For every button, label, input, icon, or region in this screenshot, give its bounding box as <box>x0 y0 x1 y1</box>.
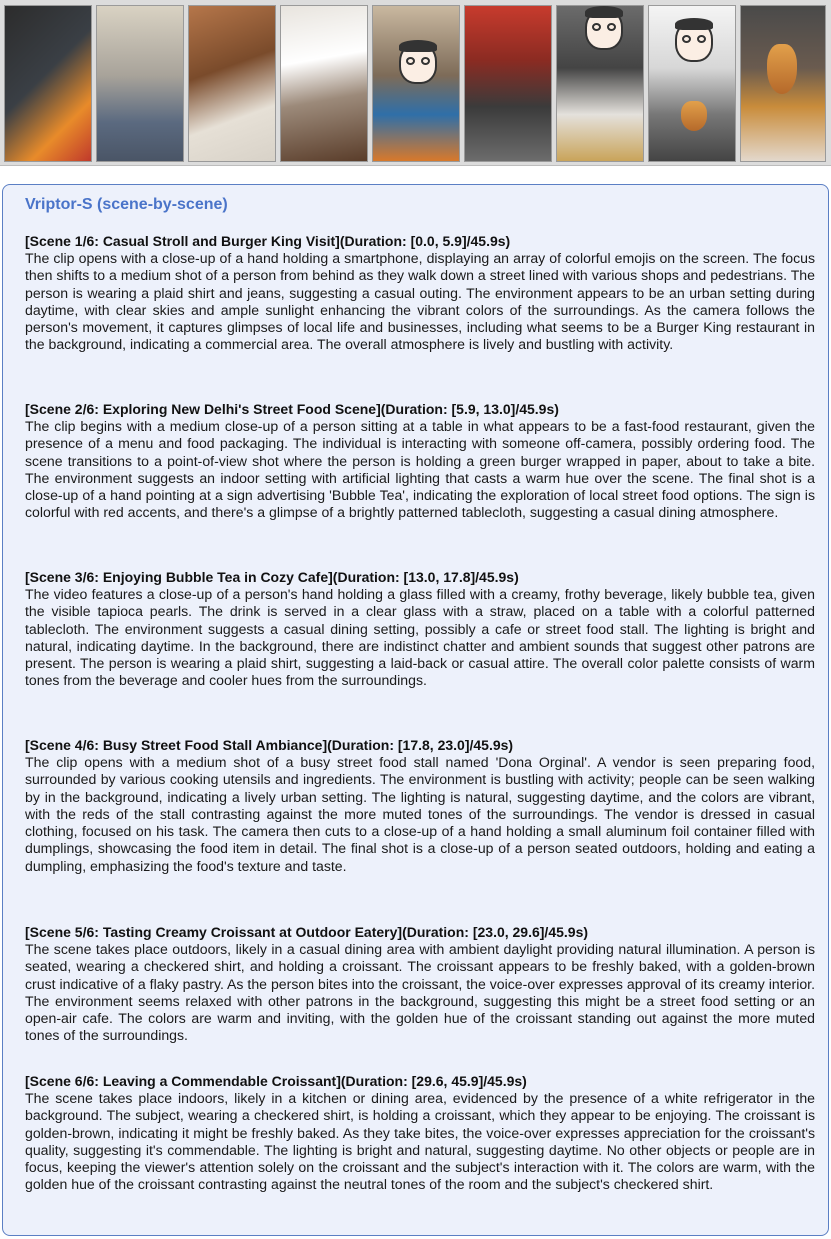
video-frame-3 <box>188 5 276 162</box>
video-frame-4 <box>280 5 368 162</box>
video-frame-5 <box>372 5 460 162</box>
scene-block-2 <box>25 401 815 522</box>
scene-block-3 <box>25 569 815 690</box>
scene-heading: [Scene 6/6: Leaving a Commendable Croissant](Duration: [29.6, 45.9]/45.9s) <box>25 1073 527 1089</box>
scene-description: The video features a close-up of a person's hand holding a glass filled with a creamy, frothy beverage, likely bubble tea, given the visible tapioca pearls. The drink is served in a clear glass with a straw, placed on a table with a colorful patterned tablecloth. The environment suggests a casual dining setting, possibly a cafe or street food stall. The lighting is bright and natural, indicating daytime. In the background, there are indistinct chatter and ambient sounds that suggest other patrons are present. The person is wearing a plaid shirt, suggesting a laid-back or casual attire. The overall color palette consists of warm tones from the beverage and cooler hues from the surroundings. <box>25 586 815 689</box>
scene-heading: [Scene 5/6: Tasting Creamy Croissant at Outdoor Eatery](Duration: [23.0, 29.6]/45.9s) <box>25 924 589 940</box>
video-frame-8 <box>648 5 736 162</box>
scene-heading: [Scene 1/6: Casual Stroll and Burger King Visit](Duration: [0.0, 5.9]/45.9s) <box>25 233 511 249</box>
cartoon-face-icon <box>585 8 623 50</box>
scene-description: The clip begins with a medium close-up of a person sitting at a table in what appears to be a fast-food restaurant, given the presence of a menu and food packaging. The individual is interacting with someone off-camera, possibly ordering food. The scene transitions to a point-of-view shot where the person is holding a green burger wrapped in paper, about to take a bite. The environment suggests an indoor setting with artificial lighting that casts a warm hue over the scene. The final shot is a close-up of a hand pointing at a sign advertising 'Bubble Tea', indicating the exploration of local street food options. The sign is colorful with red accents, and there's a glimpse of a brightly patterned tablecloth, suggesting a casual dining atmosphere. <box>25 418 815 521</box>
video-frame-6 <box>464 5 552 162</box>
scene-block-1 <box>25 233 815 354</box>
croissant-icon <box>681 101 707 131</box>
panel-title: Vriptor-S (scene-by-scene) <box>25 196 228 213</box>
video-frame-7 <box>556 5 644 162</box>
scene-heading: [Scene 2/6: Exploring New Delhi's Street Food Scene](Duration: [5.9, 13.0]/45.9s) <box>25 401 559 417</box>
video-frame-strip <box>0 0 831 166</box>
croissant-icon <box>767 44 797 94</box>
scene-description: The scene takes place outdoors, likely in a casual dining area with ambient daylight providing natural illumination. A person is seated, wearing a checkered shirt, and holding a croissant. The croissant appears to be freshly baked, with a golden-brown crust indicative of a flaky pastry. As the person bites into the croissant, the voice-over expresses approval of its creamy interior. The environment seems relaxed with other patrons in the background, suggesting this might be a street food setting or an open-air cafe. The colors are warm and inviting, with the golden hue of the croissant standing out against the more muted tones of the surroundings. <box>25 941 815 1044</box>
cartoon-face-icon <box>675 20 713 62</box>
scene-heading: [Scene 4/6: Busy Street Food Stall Ambiance](Duration: [17.8, 23.0]/45.9s) <box>25 737 514 753</box>
scene-description: The clip opens with a close-up of a hand holding a smartphone, displaying an array of colorful emojis on the screen. The focus then shifts to a medium shot of a person from behind as they walk down a street lined with various shops and pedestrians. The person is wearing a plaid shirt and jeans, suggesting a casual outing. The environment appears to be an urban setting during daytime, with clear skies and ample sunlight enhancing the vibrant colors of the surroundings. As the camera follows the person's movement, it captures glimpses of local life and businesses, including what seems to be a Burger King restaurant in the background, indicating a commercial area. The overall atmosphere is lively and bustling with activity. <box>25 250 815 353</box>
cartoon-face-icon <box>399 42 437 84</box>
video-frame-9 <box>740 5 826 162</box>
scene-block-4 <box>25 737 815 875</box>
scene-description: The clip opens with a medium shot of a busy street food stall named 'Dona Orginal'. A vendor is seen preparing food, surrounded by various cooking utensils and ingredients. The environment is bustling with activity; people can be seen walking by in the background, indicating a lively urban setting. The lighting is natural, suggesting daytime, and the colors are vibrant, with the reds of the stall contrasting against the more muted tones of the surroundings. The vendor is dressed in casual clothing, focused on his task. The camera then cuts to a close-up of a hand holding a small aluminum foil container filled with dumplings, showcasing the food item in detail. The final shot is a close-up of a person seated outdoors, holding and eating a dumpling, emphasizing the food's texture and taste. <box>25 754 815 874</box>
video-frame-1 <box>4 5 92 162</box>
video-frame-2 <box>96 5 184 162</box>
scene-heading: [Scene 3/6: Enjoying Bubble Tea in Cozy Cafe](Duration: [13.0, 17.8]/45.9s) <box>25 569 519 585</box>
caption-panel <box>2 184 829 1236</box>
scene-description: The scene takes place indoors, likely in a kitchen or dining area, evidenced by the presence of a white refrigerator in the background. The subject, wearing a checkered shirt, is holding a croissant, which they appear to be enjoying. The croissant is golden-brown, indicating it might be freshly baked. As they take bites, the voice-over expresses appreciation for the croissant's quality, suggesting it's commendable. The lighting is bright and natural, suggesting daytime. No other objects or people are in focus, keeping the viewer's attention solely on the croissant and the subject's interaction with it. The colors are warm, with the golden hue of the croissant contrasting against the neutral tones of the room and the subject's checkered shirt. <box>25 1090 815 1193</box>
scene-block-6 <box>25 1073 815 1194</box>
scene-block-5 <box>25 924 815 1045</box>
